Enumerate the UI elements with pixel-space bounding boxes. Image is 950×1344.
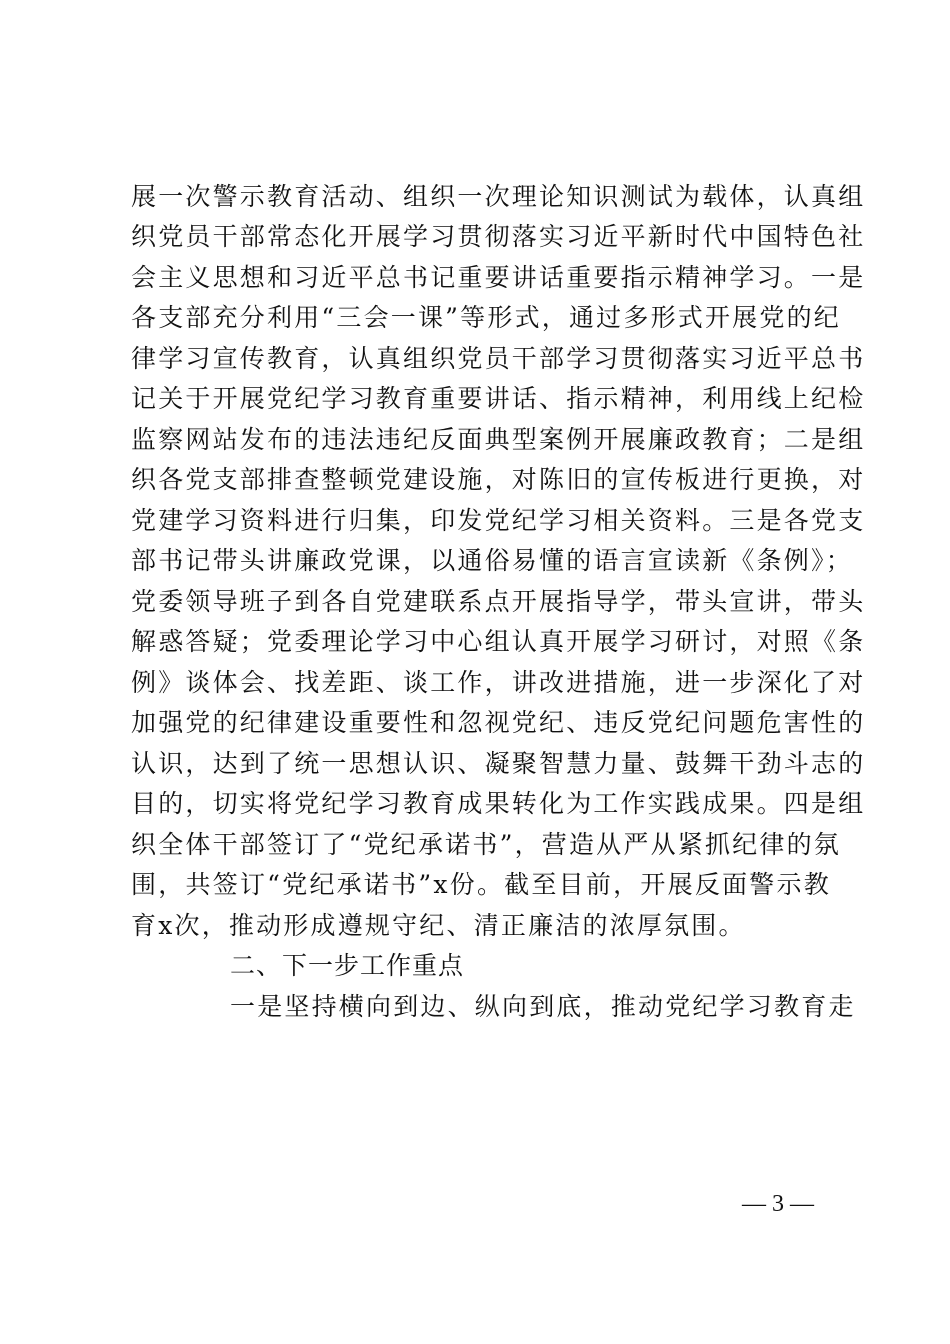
text-line-8: 织各党支部排查整顿党建设施，对陈旧的宣传板进行更换，对 bbox=[131, 465, 866, 494]
page-number: — 3 — bbox=[742, 1191, 814, 1217]
text-line-11: 党委领导班子到各自党建联系点开展指导学，带头宣讲，带头 bbox=[131, 587, 866, 616]
text-line-19: 育x次，推动形成遵规守纪、清正廉洁的浓厚氛围。 bbox=[131, 911, 746, 940]
text-line-6: 记关于开展党纪学习教育重要讲话、指示精神，利用线上纪检 bbox=[131, 384, 866, 413]
text-line-4: 各支部充分利用“三会一课”等形式，通过多形式开展党的纪 bbox=[131, 303, 841, 332]
text-line-13: 例》谈体会、找差距、谈工作，讲改进措施，进一步深化了对 bbox=[131, 668, 866, 697]
next-paragraph-first-line: 一是坚持横向到边、纵向到底，推动党纪学习教育走 bbox=[230, 992, 856, 1021]
text-line-18: 围，共签订“党纪承诺书”x份。截至目前，开展反面警示教 bbox=[131, 870, 831, 899]
text-line-5: 律学习宣传教育，认真组织党员干部学习贯彻落实习近平总书 bbox=[131, 344, 866, 373]
text-line-9: 党建学习资料进行归集，印发党纪学习相关资料。三是各党支 bbox=[131, 506, 866, 535]
text-line-2: 织党员干部常态化开展学习贯彻落实习近平新时代中国特色社 bbox=[131, 222, 866, 251]
text-line-7: 监察网站发布的违法违纪反面典型案例开展廉政教育；二是组 bbox=[131, 425, 866, 454]
text-line-16: 目的，切实将党纪学习教育成果转化为工作实践成果。四是组 bbox=[131, 789, 866, 818]
text-line-15: 认识，达到了统一思想认识、凝聚智慧力量、鼓舞干劲斗志的 bbox=[131, 749, 866, 778]
text-line-12: 解惑答疑；党委理论学习中心组认真开展学习研讨，对照《条 bbox=[131, 627, 866, 656]
text-line-14: 加强党的纪律建设重要性和忽视党纪、违反党纪问题危害性的 bbox=[131, 708, 866, 737]
text-line-17: 织全体干部签订了“党纪承诺书”，营造从严从紧抓纪律的氛 bbox=[131, 830, 841, 859]
text-line-1: 展一次警示教育活动、组织一次理论知识测试为载体，认真组 bbox=[131, 182, 866, 211]
text-line-10: 部书记带头讲廉政党课，以通俗易懂的语言宣读新《条例》； bbox=[131, 546, 853, 575]
section-heading: 二、下一步工作重点 bbox=[230, 951, 465, 980]
text-line-3: 会主义思想和习近平总书记重要讲话重要指示精神学习。一是 bbox=[131, 263, 866, 292]
